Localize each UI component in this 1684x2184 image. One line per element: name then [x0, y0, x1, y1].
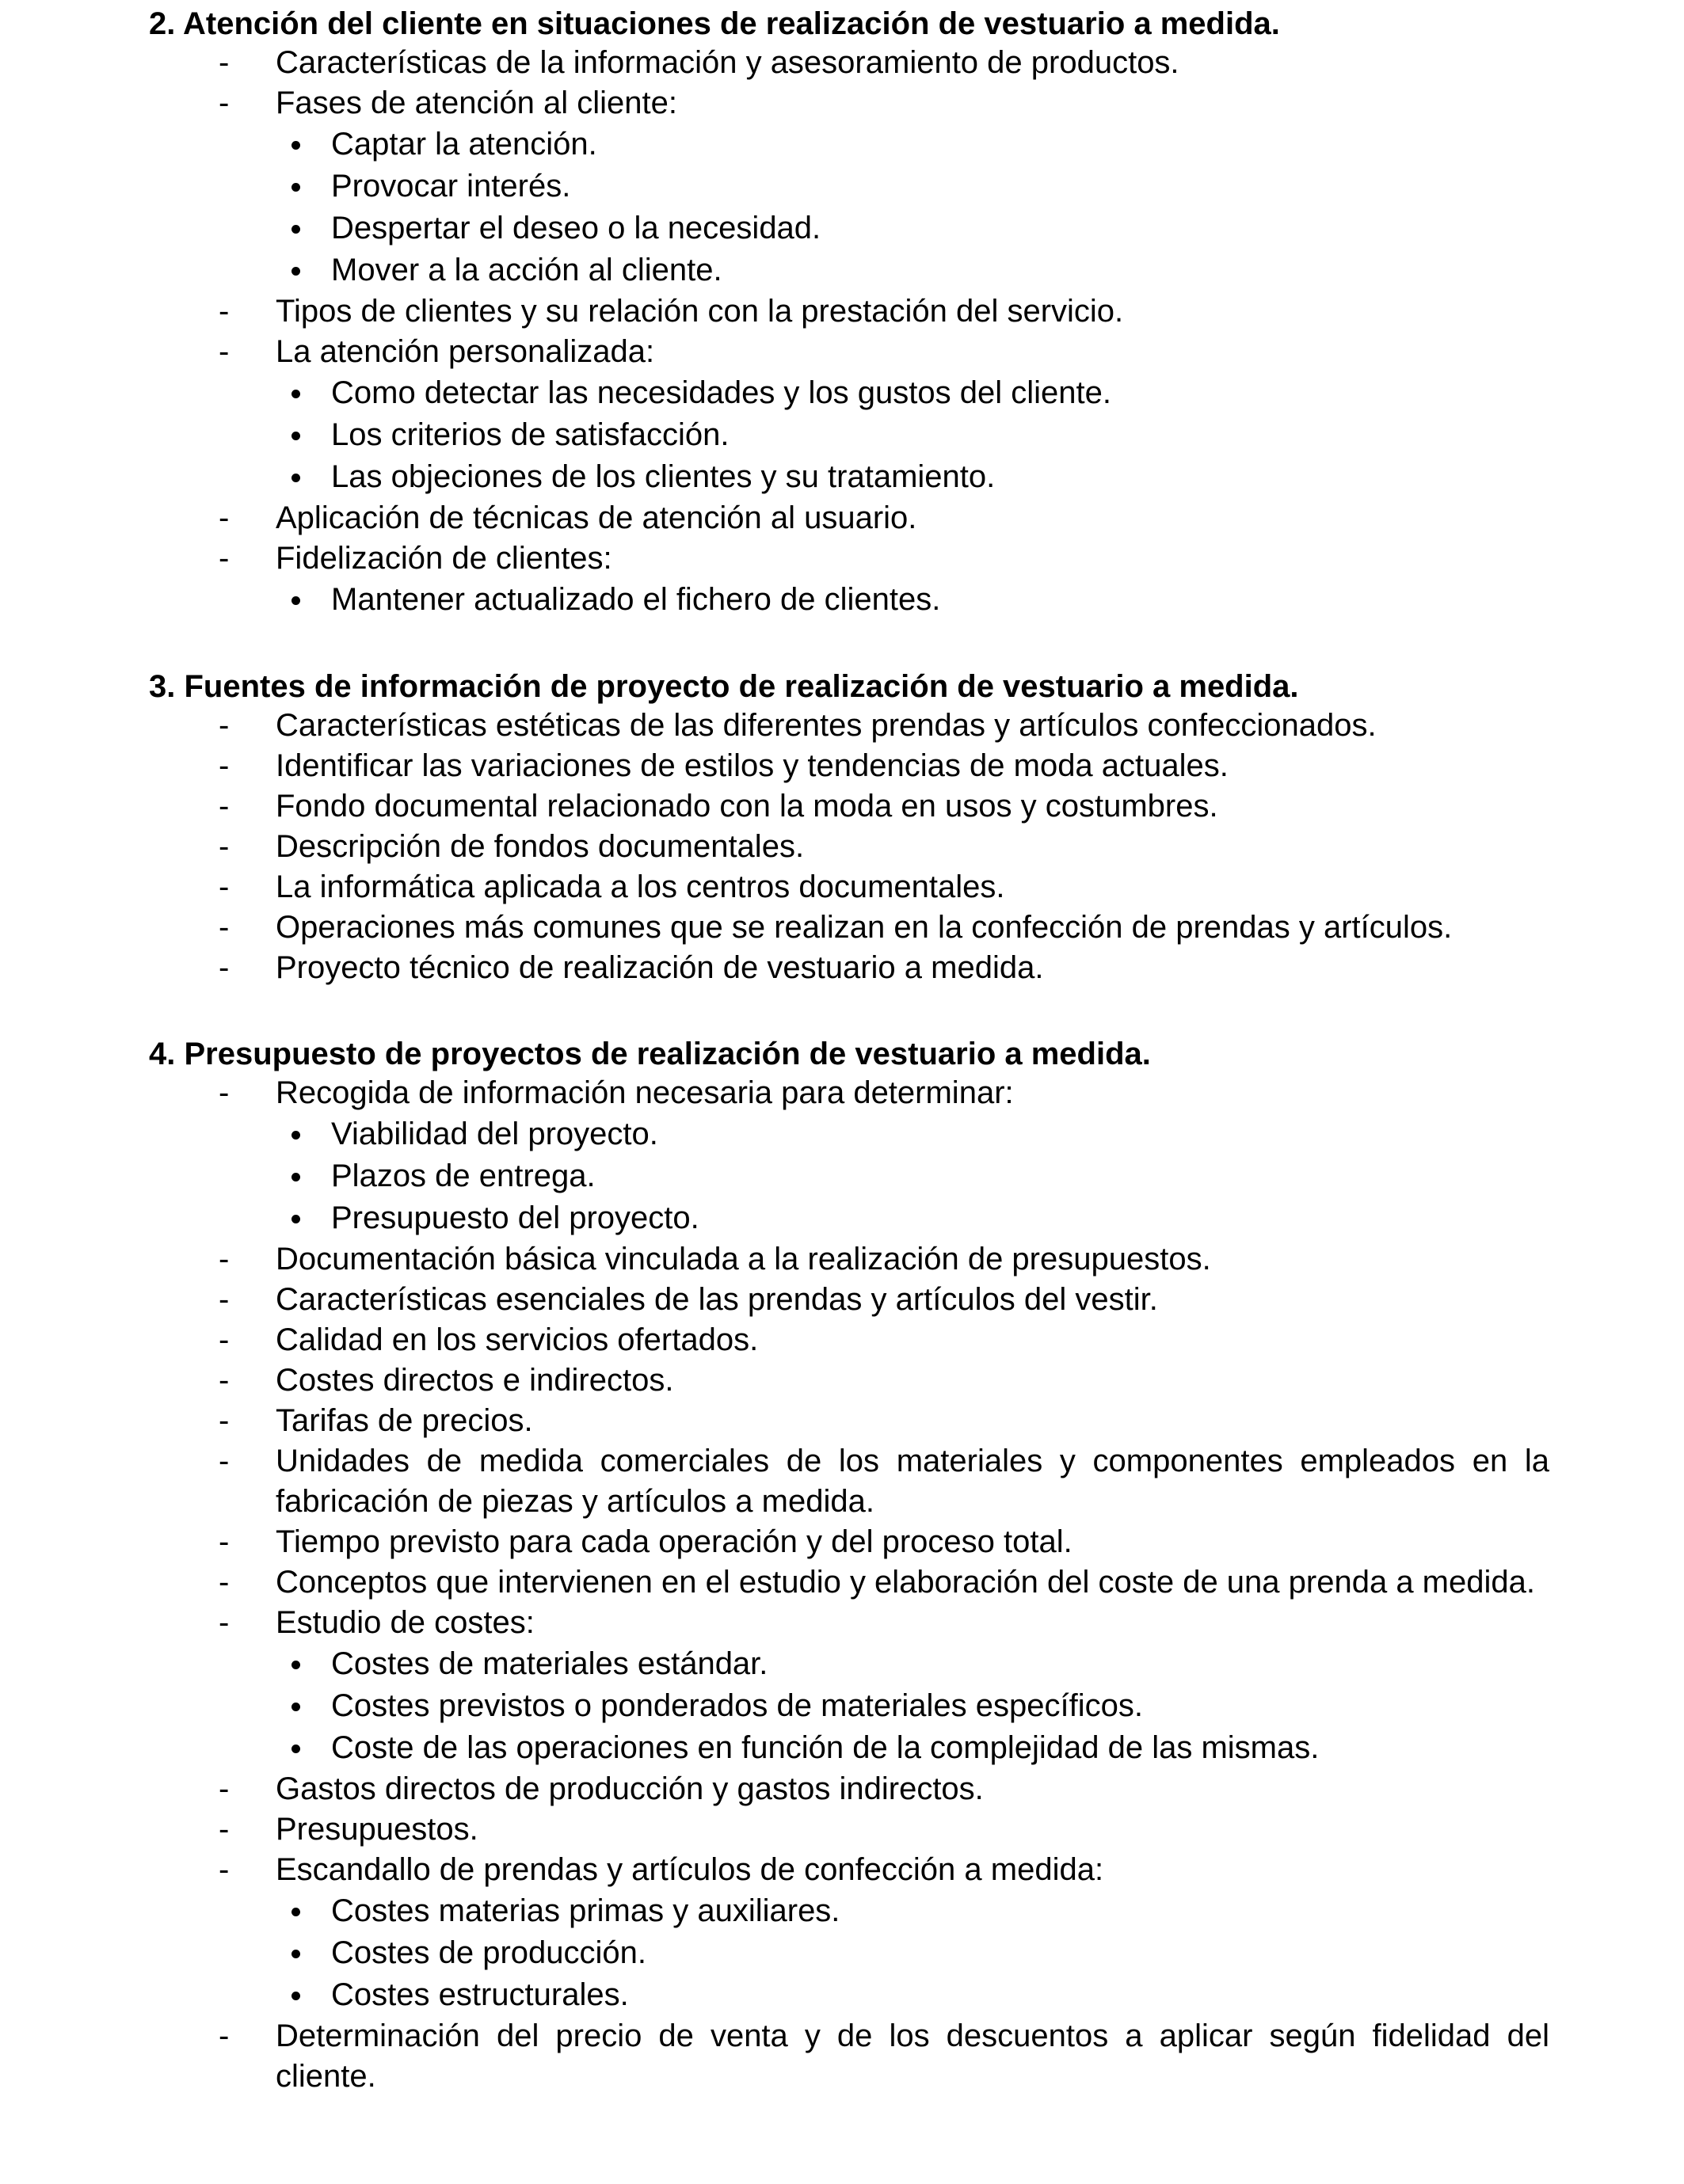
- bullet-dot-icon: [291, 1173, 300, 1181]
- bullet-item: [149, 1113, 1549, 1155]
- dash-marker: -: [219, 1363, 230, 1398]
- bullet-list: [149, 124, 1549, 291]
- list-item: [149, 83, 1549, 124]
- list-item-text: Fases de atención al cliente:: [276, 86, 677, 120]
- bullet-dot-icon: [291, 1703, 300, 1711]
- bullet-dot-icon: [291, 141, 300, 150]
- list-item: [149, 907, 1549, 948]
- list-item: [149, 1522, 1549, 1562]
- list-item: [149, 1360, 1549, 1401]
- list-item-text: Tarifas de precios.: [276, 1403, 533, 1438]
- list-item-text: Documentación básica vinculada a la realización de presupuestos.: [276, 1242, 1211, 1277]
- bullet-item-text: Despertar el deseo o la necesidad.: [331, 211, 821, 245]
- bullet-item-text: Mover a la acción al cliente.: [331, 253, 722, 287]
- list-item: [149, 498, 1549, 538]
- bullet-item-text: Costes previstos o ponderados de materiales específicos.: [331, 1688, 1143, 1723]
- dash-marker: -: [219, 1852, 230, 1887]
- bullet-item: [149, 414, 1549, 456]
- list-item-text: Calidad en los servicios ofertados.: [276, 1322, 759, 1357]
- bullet-item-text: Los criterios de satisfacción.: [331, 417, 730, 452]
- dash-marker: -: [219, 1403, 230, 1438]
- bullet-item: [149, 1932, 1549, 1974]
- section: [149, 5, 1549, 621]
- list-item-text: La informática aplicada a los centros documentales.: [276, 869, 1005, 904]
- list-item: [149, 827, 1549, 867]
- list-item-text: Descripción de fondos documentales.: [276, 829, 805, 864]
- bullet-item-text: Coste de las operaciones en función de la complejidad de las mismas.: [331, 1730, 1320, 1765]
- dash-marker: -: [219, 1524, 230, 1559]
- list-item: [149, 538, 1549, 579]
- bullet-item: [149, 1155, 1549, 1197]
- bullet-item: [149, 166, 1549, 207]
- bullet-list: [149, 372, 1549, 498]
- list-item: [149, 867, 1549, 907]
- bullet-item: [149, 1197, 1549, 1239]
- list-item: [149, 1769, 1549, 1809]
- list-item: [149, 786, 1549, 827]
- list-item-text: Operaciones más comunes que se realizan en la confección de prendas y artículos.: [276, 910, 1453, 945]
- list-item: [149, 1562, 1549, 1603]
- bullet-list: [149, 579, 1549, 621]
- bullet-item-text: Costes materias primas y auxiliares.: [331, 1893, 840, 1928]
- dash-marker: -: [219, 1771, 230, 1806]
- dash-marker: -: [219, 1075, 230, 1110]
- dash-marker: -: [219, 1812, 230, 1847]
- bullet-dot-icon: [291, 474, 300, 482]
- bullet-dot-icon: [291, 1992, 300, 2000]
- list-item-text: Conceptos que intervienen en el estudio y elaboración del coste de una prenda a medida.: [276, 1565, 1535, 1600]
- bullet-dot-icon: [291, 432, 300, 440]
- bullet-item: [149, 207, 1549, 249]
- list-item-text: Recogida de información necesaria para determinar:: [276, 1075, 1014, 1110]
- dash-marker: -: [219, 1565, 230, 1600]
- bullet-item-text: Plazos de entrega.: [331, 1159, 596, 1193]
- dash-marker: -: [219, 86, 230, 120]
- list-item: [149, 1401, 1549, 1441]
- dash-marker: -: [219, 334, 230, 369]
- dash-marker: -: [219, 1605, 230, 1640]
- list-item: [149, 1073, 1549, 1113]
- section: [149, 668, 1549, 988]
- bullet-item-text: Viabilidad del proyecto.: [331, 1117, 658, 1151]
- dash-marker: -: [219, 500, 230, 535]
- bullet-item: [149, 372, 1549, 414]
- bullet-dot-icon: [291, 1908, 300, 1916]
- bullet-dot-icon: [291, 1950, 300, 1958]
- bullet-item: [149, 124, 1549, 166]
- bullet-dot-icon: [291, 1745, 300, 1753]
- bullet-dot-icon: [291, 1661, 300, 1669]
- dash-marker: -: [219, 2018, 230, 2053]
- bullet-list: [149, 1643, 1549, 1769]
- bullet-item-text: Costes de materiales estándar.: [331, 1646, 768, 1681]
- list-item-text: Proyecto técnico de realización de vestuario a medida.: [276, 950, 1044, 985]
- bullet-item: [149, 1685, 1549, 1727]
- list-item: [149, 1603, 1549, 1643]
- list-item: [149, 291, 1549, 332]
- list-item: [149, 332, 1549, 372]
- bullet-dot-icon: [291, 390, 300, 398]
- bullet-item: [149, 1727, 1549, 1769]
- bullet-item: [149, 1643, 1549, 1685]
- dash-marker: -: [219, 541, 230, 576]
- dash-marker: -: [219, 708, 230, 743]
- bullet-item-text: Mantener actualizado el fichero de clientes.: [331, 582, 941, 617]
- dash-marker: -: [219, 910, 230, 945]
- bullet-item-text: Presupuesto del proyecto.: [331, 1200, 699, 1235]
- bullet-item-text: Como detectar las necesidades y los gustos del cliente.: [331, 375, 1111, 410]
- section-spacer: [149, 988, 1549, 1030]
- bullet-item: [149, 249, 1549, 291]
- bullet-dot-icon: [291, 225, 300, 234]
- dash-marker: -: [219, 45, 230, 80]
- bullet-item-text: Costes estructurales.: [331, 1977, 629, 2012]
- list-item-text: Características de la información y asesoramiento de productos.: [276, 45, 1179, 80]
- list-item: [149, 1850, 1549, 1890]
- list-item-text: Tipos de clientes y su relación con la prestación del servicio.: [276, 294, 1124, 329]
- bullet-item-text: Las objeciones de los clientes y su tratamiento.: [331, 459, 996, 494]
- dash-marker: -: [219, 869, 230, 904]
- bullet-item: [149, 1890, 1549, 1932]
- bullet-dot-icon: [291, 267, 300, 276]
- dash-marker: -: [219, 789, 230, 824]
- section: [149, 1035, 1549, 2097]
- list-item-text: Costes directos e indirectos.: [276, 1363, 674, 1398]
- list-item-text: Características esenciales de las prendas y artículos del vestir.: [276, 1282, 1158, 1317]
- section-spacer: [149, 621, 1549, 663]
- bullet-list: [149, 1113, 1549, 1239]
- bullet-item: [149, 1974, 1549, 2016]
- dash-marker: -: [219, 294, 230, 329]
- list-item-text: Tiempo previsto para cada operación y del proceso total.: [276, 1524, 1073, 1559]
- dash-marker: -: [219, 829, 230, 864]
- document-body: [149, 0, 1549, 2097]
- bullet-item-text: Costes de producción.: [331, 1935, 647, 1970]
- list-item-text: Estudio de costes:: [276, 1605, 535, 1640]
- dash-marker: -: [219, 748, 230, 783]
- list-item-text: Aplicación de técnicas de atención al usuario.: [276, 500, 917, 535]
- list-item-text: Escandallo de prendas y artículos de confección a medida:: [276, 1852, 1104, 1887]
- bullet-list: [149, 1890, 1549, 2016]
- list-item: [149, 2016, 1549, 2097]
- list-item-text: Fidelización de clientes:: [276, 541, 612, 576]
- bullet-dot-icon: [291, 1131, 300, 1140]
- list-item: [149, 43, 1549, 83]
- bullet-dot-icon: [291, 183, 300, 192]
- dash-marker: -: [219, 1322, 230, 1357]
- list-item-text: Gastos directos de producción y gastos indirectos.: [276, 1771, 984, 1806]
- list-item: [149, 1320, 1549, 1360]
- list-item-text: Identificar las variaciones de estilos y tendencias de moda actuales.: [276, 748, 1229, 783]
- list-item-text: La atención personalizada:: [276, 334, 655, 369]
- list-item: [149, 706, 1549, 746]
- list-item-text: Unidades de medida comerciales de los materiales y componentes empleados en la fabricación de piezas y artículos a medida.: [276, 1444, 1549, 1519]
- bullet-item: [149, 579, 1549, 621]
- bullet-item-text: Provocar interés.: [331, 169, 571, 204]
- dash-marker: -: [219, 1242, 230, 1277]
- dash-marker: -: [219, 1282, 230, 1317]
- list-item: [149, 948, 1549, 988]
- list-item-text: Determinación del precio de venta y de los descuentos a aplicar según fidelidad del cliente.: [276, 2018, 1549, 2094]
- dash-marker: -: [219, 950, 230, 985]
- bullet-item: [149, 456, 1549, 498]
- list-item-text: Presupuestos.: [276, 1812, 478, 1847]
- list-item: [149, 1809, 1549, 1850]
- list-item-text: Características estéticas de las diferentes prendas y artículos confeccionados.: [276, 708, 1377, 743]
- list-item: [149, 1441, 1549, 1522]
- section-title: 3. Fuentes de información de proyecto de realización de vestuario a medida.: [149, 669, 1299, 704]
- bullet-dot-icon: [291, 596, 300, 605]
- list-item: [149, 746, 1549, 786]
- bullet-item-text: Captar la atención.: [331, 127, 597, 162]
- section-title: 2. Atención del cliente en situaciones de realización de vestuario a medida.: [149, 6, 1280, 41]
- list-item: [149, 1239, 1549, 1280]
- dash-marker: -: [219, 1444, 230, 1478]
- list-item: [149, 1280, 1549, 1320]
- bullet-dot-icon: [291, 1215, 300, 1223]
- list-item-text: Fondo documental relacionado con la moda en usos y costumbres.: [276, 789, 1218, 824]
- section-title: 4. Presupuesto de proyectos de realización de vestuario a medida.: [149, 1037, 1151, 1071]
